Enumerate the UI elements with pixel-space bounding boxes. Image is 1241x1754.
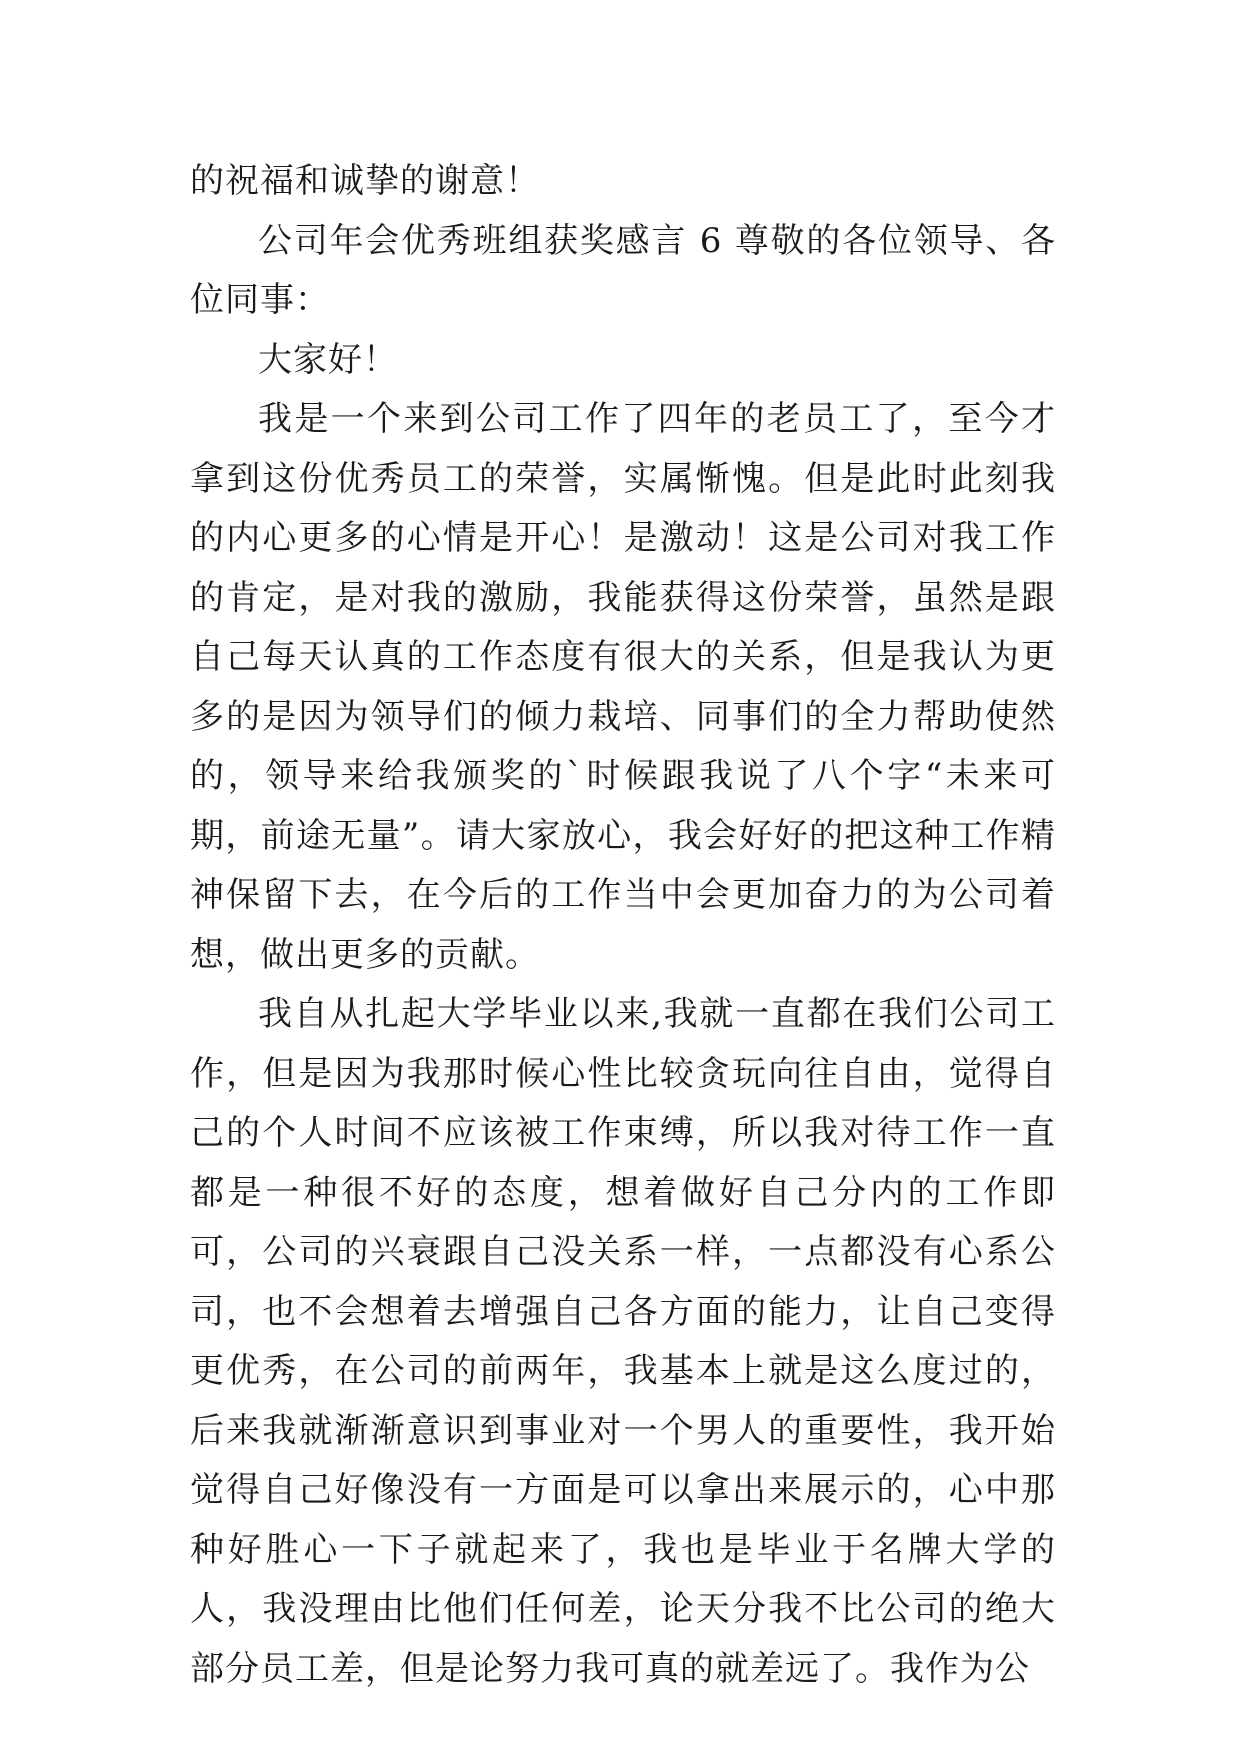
- paragraph-continuation: 的祝福和诚挚的谢意！: [190, 161, 540, 201]
- document-body: [190, 152, 1056, 1699]
- paragraph-body-1: 我是一个来到公司工作了四年的老员工了，至今才拿到这份优秀员工的荣誉，实属惭愧。但是此时此刻我的内心更多的心情是开心！是激动！这是公司对我工作的肯定，是对我的激励，我能获得这份荣誉，虽然是跟自己每天认真的工作态度有很大的关系，但是我认为更多的是因为领导们的倾力栽培、同事们的全力帮助使然的，领导来给我颁奖的`时候跟我说了八个字“未来可期，前途无量”。请大家放心，我会好好的把这种工作精神保留下去，在今后的工作当中会更加奋力的为公司着想，做出更多的贡献。: [190, 399, 1056, 975]
- paragraph-heading-greeting: 公司年会优秀班组获奖感言 6 尊敬的各位领导、各位同事：: [190, 220, 1056, 320]
- paragraph-body-2: 我自从扎起大学毕业以来,我就一直都在我们公司工作，但是因为我那时候心性比较贪玩向往自由，觉得自己的个人时间不应该被工作束缚，所以我对待工作一直都是一种很不好的态度，想着做好自己分内的工作即可，公司的兴衰跟自己没关系一样，一点都没有心系公司，也不会想着去增强自己各方面的能力，让自己变得更优秀，在公司的前两年，我基本上就是这么度过的，后来我就渐渐意识到事业对一个男人的重要性，我开始觉得自己好像没有一方面是可以拿出来展示的，心中那种好胜心一下子就起来了，我也是毕业于名牌大学的人，我没理由比他们任何差，论天分我不比公司的绝大部分员工差，但是论努力我可真的就差远了。我作为公: [190, 994, 1056, 1689]
- paragraph-hello: 大家好！: [258, 339, 398, 380]
